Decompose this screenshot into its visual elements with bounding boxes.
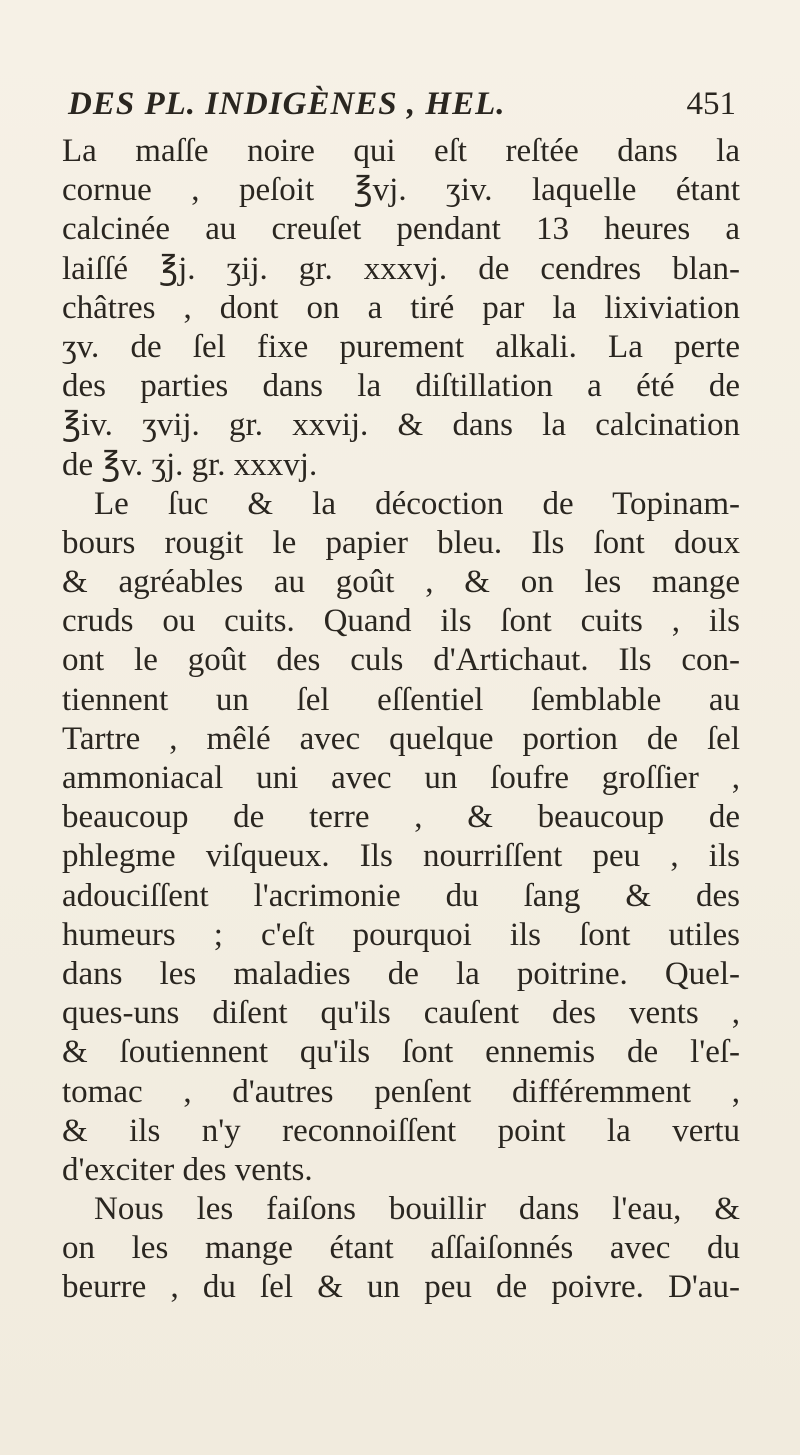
- text-line: ʒv. de ſel fixe purement alkali. La perte: [62, 328, 740, 365]
- text-line: bours rougit le papier bleu. Ils ſont doux: [62, 524, 740, 561]
- text-line: & ils n'y reconnoiſſent point la vertu: [62, 1112, 740, 1149]
- text-line: Tartre , mêlé avec quelque portion de ſel: [62, 720, 740, 757]
- text-line: adouciſſent l'acrimonie du ſang & des: [62, 877, 740, 914]
- text-line: La maſſe noire qui eſt reſtée dans la: [62, 133, 740, 169]
- text-line: humeurs ; c'eſt pourquoi ils ſont utiles: [62, 916, 740, 953]
- text-line: d'exciter des vents.: [62, 1151, 313, 1188]
- text-line: on les mange étant aſſaiſonnés avec du: [62, 1230, 740, 1267]
- text-line: calcinée au creuſet pendant 13 heures a: [62, 211, 740, 248]
- text-line: cruds ou cuits. Quand ils ſont cuits , ils: [62, 603, 740, 640]
- text-line: & ſoutiennent qu'ils ſont ennemis de l'eſ-: [62, 1034, 740, 1071]
- text-line: ont le goût des culs d'Artichaut. Ils con-: [62, 642, 740, 679]
- running-head: DES PL. INDIGÈNES , HEL.: [68, 86, 506, 122]
- text-line: ques-uns diſent qu'ils cauſent des vents ,: [62, 995, 740, 1032]
- text-line: tiennent un ſel eſſentiel ſemblable au: [62, 681, 740, 718]
- text-line: ammoniacal uni avec un ſoufre groſſier ,: [62, 760, 740, 796]
- text-line: dans les maladies de la poitrine. Quel-: [62, 955, 740, 992]
- text-line: & agréables au goût , & on les mange: [62, 564, 740, 601]
- text-line: beurre , du ſel & un peu de poivre. D'au-: [62, 1269, 740, 1306]
- paragraph-start-line: Le ſuc & la décoction de Topinam-: [94, 485, 740, 522]
- paragraph-start-line: Nous les faiſons bouillir dans l'eau, &: [94, 1191, 740, 1228]
- text-line: cornue , peſoit ℥vj. ʒiv. laquelle étant: [62, 172, 740, 209]
- page-number: 451: [686, 86, 736, 122]
- text-line: de ℥v. ʒj. gr. xxxvj.: [62, 446, 318, 483]
- text-line: tomac , d'autres penſent différemment ,: [62, 1073, 740, 1110]
- body-text: [62, 132, 740, 1308]
- text-line: beaucoup de terre , & beaucoup de: [62, 799, 740, 836]
- text-line: châtres , dont on a tiré par la lixiviation: [62, 289, 740, 326]
- text-line: des parties dans la diſtillation a été de: [62, 368, 740, 405]
- text-line: ℥iv. ʒvij. gr. xxvij. & dans la calcination: [62, 407, 740, 444]
- text-line: phlegme viſqueux. Ils nourriſſent peu , ils: [62, 838, 740, 875]
- page-header: [68, 86, 736, 132]
- text-line: laiſſé ℥j. ʒij. gr. xxxvj. de cendres blan-: [62, 250, 740, 287]
